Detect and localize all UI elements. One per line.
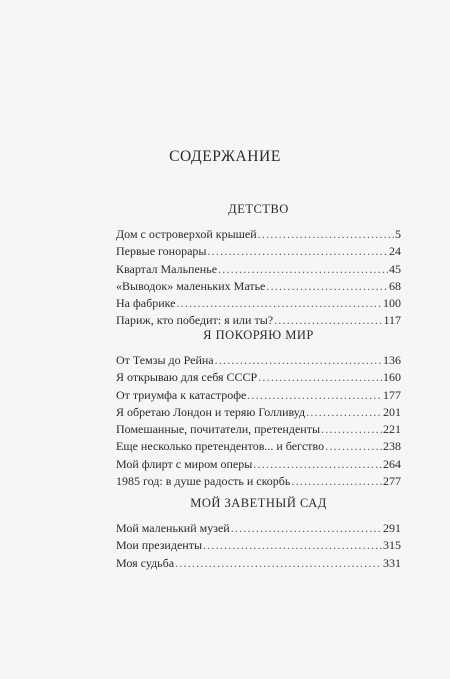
entry-page-number: 315: [383, 538, 401, 553]
entry-title: От Темзы до Рейна: [116, 353, 214, 367]
toc-entry: [116, 473, 401, 490]
toc-entry: [116, 456, 401, 473]
leader-dots: [247, 387, 382, 404]
entry-title: Мои президенты: [116, 538, 203, 553]
entry-page-number: 136: [383, 353, 401, 367]
entry-page-number: 45: [389, 261, 401, 276]
entry-list: [116, 520, 401, 572]
toc-entry: [116, 261, 401, 278]
leader-dots: [218, 261, 388, 278]
section-title: ДЕТСТВО: [228, 202, 289, 216]
toc-entry: [116, 537, 401, 554]
entry-title: Мой флирт с миром оперы: [116, 456, 253, 471]
entry-title: «Выводок» маленьких Матье: [116, 278, 266, 293]
entry-title: Помешанные, почитатели, претенденты: [116, 422, 321, 437]
toc-entry: [116, 438, 401, 455]
leader-dots: [266, 278, 388, 295]
toc-entry: [116, 295, 401, 312]
entry-page-number: 277: [383, 474, 401, 489]
toc-section-garden: [116, 495, 401, 572]
entry-page-number: 160: [383, 370, 401, 385]
entry-title: Мой маленький музей: [116, 521, 230, 535]
toc-entry: [116, 404, 401, 421]
entry-title: На фабрике: [116, 296, 176, 311]
toc-title: СОДЕРЖАНИЕ: [169, 148, 281, 165]
leader-dots: [253, 456, 382, 473]
toc-entry: [116, 278, 401, 295]
toc-entry: [116, 352, 401, 369]
entry-title: Первые гонорары: [116, 244, 207, 259]
entry-page-number: 117: [383, 313, 401, 328]
entry-page-number: 100: [383, 296, 401, 311]
entry-title: От триумфа к катастрофе: [116, 387, 247, 402]
toc-entry: [116, 387, 401, 404]
entry-page-number: 291: [383, 521, 401, 535]
entry-page-number: 331: [383, 555, 401, 570]
entry-title: Я обретаю Лондон и теряю Голливуд: [116, 404, 306, 419]
toc-entry: [116, 421, 401, 438]
toc-section-childhood: [116, 201, 401, 330]
entry-title: Дом с островерхой крышей: [116, 227, 257, 241]
entry-page-number: 5: [395, 227, 401, 241]
leader-dots: [291, 473, 382, 490]
entry-list: [116, 226, 401, 330]
entry-page-number: 24: [389, 244, 401, 259]
entry-page-number: 68: [389, 278, 401, 293]
entry-page-number: 238: [383, 439, 401, 454]
entry-title: 1985 год: в душе радость и скорбь: [116, 474, 291, 489]
section-title: Я ПОКОРЯЮ МИР: [203, 328, 314, 342]
entry-title: Моя судьба: [116, 555, 175, 570]
toc-entry: [116, 243, 401, 260]
toc-entry: [116, 520, 401, 537]
entry-title: Париж, кто победит: я или ты?: [116, 313, 274, 328]
leader-dots: [258, 226, 394, 243]
toc-entry: [116, 369, 401, 386]
leader-dots: [215, 352, 382, 369]
entry-page-number: 201: [383, 404, 401, 419]
leader-dots: [176, 295, 382, 312]
entry-title: Квартал Мальпенье: [116, 261, 218, 276]
toc-entry: [116, 226, 401, 243]
leader-dots: [231, 520, 382, 537]
leader-dots: [258, 369, 382, 386]
entry-list: [116, 352, 401, 490]
leader-dots: [203, 537, 382, 554]
toc-section-conquer-world: [116, 327, 401, 490]
section-title: МОЙ ЗАВЕТНЫЙ САД: [190, 496, 327, 510]
toc-entry: [116, 555, 401, 572]
entry-page-number: 264: [383, 456, 401, 471]
leader-dots: [321, 421, 382, 438]
leader-dots: [325, 438, 382, 455]
leader-dots: [207, 243, 388, 260]
entry-page-number: 177: [383, 387, 401, 402]
entry-title: Я открываю для себя СССР: [116, 370, 258, 385]
leader-dots: [175, 555, 382, 572]
leader-dots: [306, 404, 382, 421]
entry-title: Еще несколько претендентов... и бегство: [116, 439, 325, 454]
entry-page-number: 221: [383, 422, 401, 437]
